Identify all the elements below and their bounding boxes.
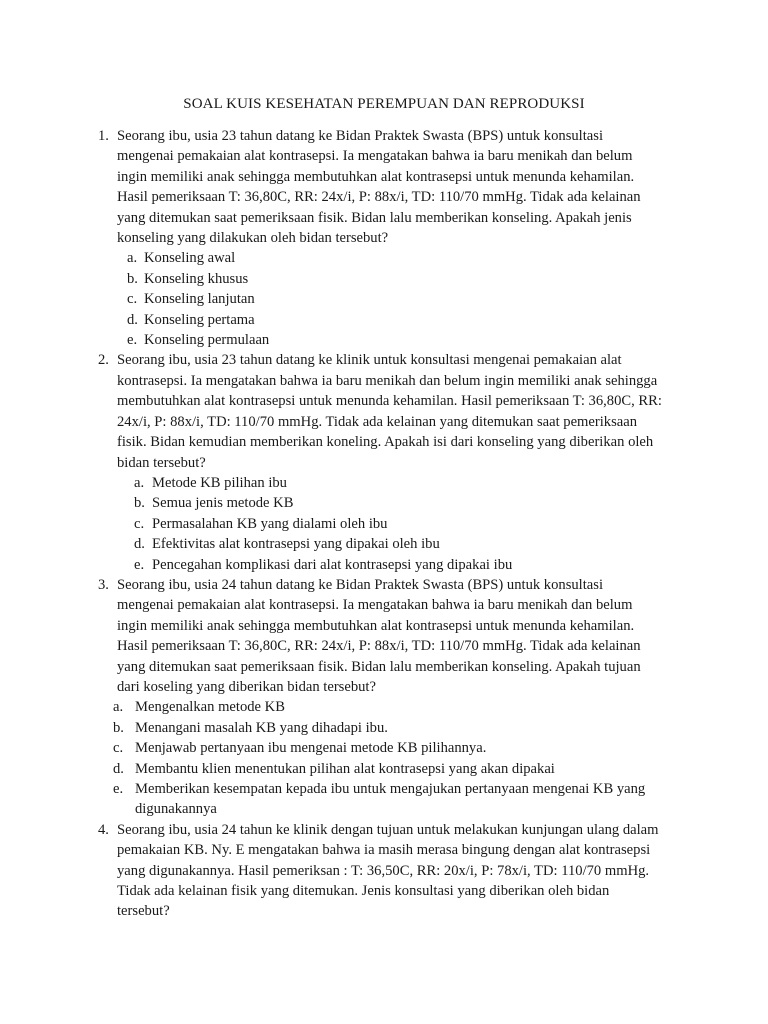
question-1 [0,126,768,350]
answer-option-a [0,248,768,268]
option-letter: a. [127,250,138,267]
option-letter: b. [113,719,124,736]
option-text: Semua jenis metode KB [152,495,294,512]
question-3 [0,575,768,820]
option-text: Efektivitas alat kontrasepsi yang dipakai oleh ibu [152,536,440,553]
answer-option-c [0,514,768,534]
option-letter: b. [134,495,145,512]
answer-option-c [0,738,768,758]
answer-option-a [0,473,768,493]
option-text: Memberikan kesempatan kepada ibu untuk mengajukan pertanyaan mengenai KB yang digunakannya [135,781,646,818]
answer-option-a [0,697,768,717]
option-text: Konseling pertama [144,311,255,328]
option-letter: d. [134,536,145,553]
option-text: Pencegahan komplikasi dari alat kontrasepsi yang dipakai ibu [152,556,513,573]
option-letter: e. [113,781,124,797]
answer-options [0,473,768,575]
question-text: Seorang ibu, usia 24 tahun ke klinik dengan tujuan untuk melakukan kunjungan ulang dalam pemakaian KB. Ny. E mengatakan bahwa ia masih merasa bingung dengan alat kontrasepsi yang digunakannya. Hasil pemeriksan : T: 36,50C, RR: 20x/i, P: 78x/i, TD: 110/70 mmHg. Tidak ada kelainan fisik yang ditemukan. Jenis konsultasi yang diberikan oleh bidan tersebut? [117,821,659,920]
option-text: Konseling permulaan [144,332,270,349]
question-2 [0,350,768,574]
answer-options [0,248,768,350]
option-text: Membantu klien menentukan pilihan alat kontrasepsi yang akan dipakai [135,760,555,777]
answer-option-d [0,534,768,554]
option-text: Metode KB pilihan ibu [152,474,287,491]
option-text: Permasalahan KB yang dialami oleh ibu [152,515,388,532]
option-letter: c. [113,740,124,757]
option-letter: a. [113,699,124,716]
answer-option-d [0,759,768,779]
answer-option-b [0,493,768,513]
option-text: Konseling awal [144,250,236,267]
answer-option-c [0,289,768,309]
document-title: SOAL KUIS KESEHATAN PEREMPUAN DAN REPRODUKSI [183,96,585,112]
option-text: Menangani masalah KB yang dihadapi ibu. [135,719,388,736]
option-text: Konseling lanjutan [144,291,255,308]
option-text: Mengenalkan metode KB [135,699,285,716]
question-number: 3. [98,576,109,593]
option-text: Konseling khusus [144,270,249,287]
question-text: Seorang ibu, usia 23 tahun datang ke Bidan Praktek Swasta (BPS) untuk konsultasi mengenai pemakaian alat kontrasepsi. Ia mengatakan bahwa ia baru menikah dan belum ingin memiliki anak sehingga membutuhkan alat kontrasepsi untuk menunda kehamilan. Hasil pemeriksaan T: 36,80C, RR: 24x/i, P: 88x/i, TD: 110/70 mmHg. Tidak ada kelainan yang ditemukan saat pemeriksaan fisik. Bidan lalu memberikan konseling. Apakah jenis konseling yang dilakukan oleh bidan tersebut? [117,128,641,247]
option-letter: c. [127,291,138,308]
answer-option-e [0,555,768,575]
answer-option-b [0,269,768,289]
answer-option-e [0,330,768,350]
question-text: Seorang ibu, usia 23 tahun datang ke klinik untuk konsultasi mengenai pemakaian alat kontrasepsi. Ia mengatakan bahwa ia baru menikah dan belum ingin memiliki anak sehingga membutuhkan alat kontrasepsi untuk menunda kehamilan. Hasil pemeriksaan T: 36,80C, RR: 24x/i, P: 88x/i, TD: 110/70 mmHg. Tidak ada kelainan yang ditemukan saat pemeriksaan fisik. Bidan kemudian memberikan koneling. Apakah isi dari konseling yang diberikan oleh bidan tersebut? [117,352,662,471]
question-number: 1. [98,128,109,144]
option-letter: d. [127,311,138,328]
answer-option-e [0,779,768,820]
option-letter: e. [134,556,145,573]
answer-option-b [0,718,768,738]
question-number: 4. [98,821,109,838]
option-letter: b. [127,270,138,287]
question-text: Seorang ibu, usia 24 tahun datang ke Bidan Praktek Swasta (BPS) untuk konsultasi mengenai pemakaian alat kontrasepsi. Ia mengatakan bahwa ia baru menikah dan belum ingin memiliki anak sehingga membutuhkan alat kontrasepsi untuk menunda kehamilan. Hasil pemeriksaan T: 36,80C, RR: 24x/i, P: 88x/i, TD: 110/70 mmHg. Tidak ada kelainan yang ditemukan saat pemeriksaan fisik. Bidan lalu memberikan konseling. Apakah tujuan dari koseling yang diberikan bidan tersebut? [117,576,641,695]
option-letter: d. [113,760,124,777]
option-letter: a. [134,474,145,491]
option-text: Menjawab pertanyaan ibu mengenai metode KB pilihannya. [135,740,487,757]
answer-options [0,697,768,819]
option-letter: c. [134,515,145,532]
option-letter: e. [127,332,138,349]
answer-option-d [0,310,768,330]
question-number: 2. [98,352,109,369]
question-4 [0,820,768,922]
question-list [0,126,768,922]
